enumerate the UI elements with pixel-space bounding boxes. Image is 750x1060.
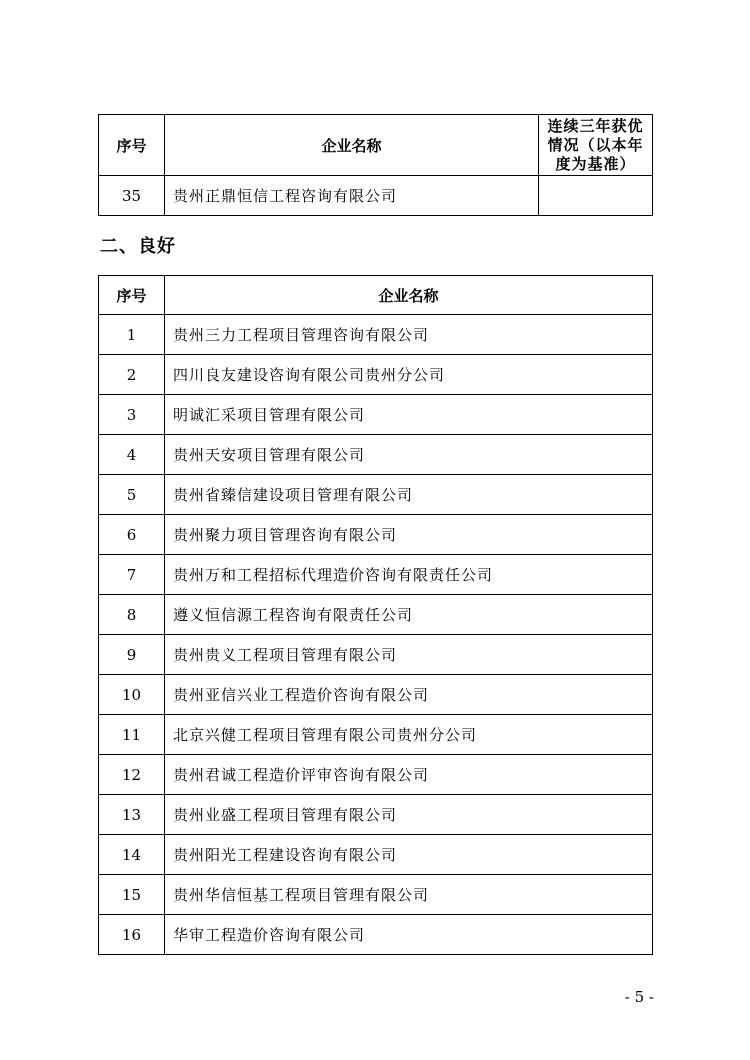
row-company-name: 明诚汇采项目管理有限公司 xyxy=(165,395,653,435)
header-company-name: 企业名称 xyxy=(165,276,653,315)
row-company-name: 贵州省臻信建设项目管理有限公司 xyxy=(165,475,653,515)
row-serial-number: 6 xyxy=(99,515,165,555)
row-company-name: 贵州聚力项目管理咨询有限公司 xyxy=(165,515,653,555)
row-company-name: 贵州天安项目管理有限公司 xyxy=(165,435,653,475)
table-row xyxy=(99,915,653,955)
row-company-name: 贵州贵义工程项目管理有限公司 xyxy=(165,635,653,675)
table-row xyxy=(99,435,653,475)
table-header-row xyxy=(99,276,653,315)
table-row xyxy=(99,555,653,595)
row-company-name: 遵义恒信源工程咨询有限责任公司 xyxy=(165,595,653,635)
row-company-name: 贵州三力工程项目管理咨询有限公司 xyxy=(165,315,653,355)
header-serial-number: 序号 xyxy=(99,115,165,176)
row-company-name: 贵州业盛工程项目管理有限公司 xyxy=(165,795,653,835)
row-company-name: 贵州阳光工程建设咨询有限公司 xyxy=(165,835,653,875)
row-consecutive-award xyxy=(539,176,653,216)
section-heading-good: 二、良好 xyxy=(100,236,176,257)
table-row xyxy=(99,755,653,795)
row-serial-number: 5 xyxy=(99,475,165,515)
table-row xyxy=(99,475,653,515)
row-serial-number: 12 xyxy=(99,755,165,795)
header-company-name: 企业名称 xyxy=(165,115,539,176)
row-serial-number: 8 xyxy=(99,595,165,635)
row-serial-number: 7 xyxy=(99,555,165,595)
row-serial-number: 15 xyxy=(99,875,165,915)
table-row xyxy=(99,715,653,755)
row-company-name: 北京兴健工程项目管理有限公司贵州分公司 xyxy=(165,715,653,755)
good-companies-table xyxy=(98,275,653,955)
good-companies-body xyxy=(99,315,653,955)
row-company-name: 四川良友建设咨询有限公司贵州分公司 xyxy=(165,355,653,395)
row-company-name: 贵州正鼎恒信工程咨询有限公司 xyxy=(165,176,539,216)
row-serial-number: 3 xyxy=(99,395,165,435)
row-company-name: 贵州君诚工程造价评审咨询有限公司 xyxy=(165,755,653,795)
row-serial-number: 1 xyxy=(99,315,165,355)
row-serial-number: 10 xyxy=(99,675,165,715)
table-row xyxy=(99,395,653,435)
row-serial-number: 4 xyxy=(99,435,165,475)
table-row xyxy=(99,835,653,875)
header-consecutive-award: 连续三年获优情况（以本年度为基准） xyxy=(539,115,653,176)
row-serial-number: 16 xyxy=(99,915,165,955)
table-row xyxy=(99,635,653,675)
row-serial-number: 2 xyxy=(99,355,165,395)
row-company-name: 贵州华信恒基工程项目管理有限公司 xyxy=(165,875,653,915)
row-company-name: 贵州万和工程招标代理造价咨询有限责任公司 xyxy=(165,555,653,595)
table-row xyxy=(99,675,653,715)
row-company-name: 贵州亚信兴业工程造价咨询有限公司 xyxy=(165,675,653,715)
table-header-row xyxy=(99,115,653,176)
row-serial-number: 35 xyxy=(99,176,165,216)
table-row xyxy=(99,355,653,395)
header-serial-number: 序号 xyxy=(99,276,165,315)
table-row xyxy=(99,795,653,835)
table-row xyxy=(99,875,653,915)
table-row xyxy=(99,515,653,555)
excellent-companies-table xyxy=(98,114,653,216)
page-number: - 5 - xyxy=(624,988,654,1006)
row-company-name: 华审工程造价咨询有限公司 xyxy=(165,915,653,955)
row-serial-number: 11 xyxy=(99,715,165,755)
table-row xyxy=(99,176,653,216)
row-serial-number: 9 xyxy=(99,635,165,675)
row-serial-number: 14 xyxy=(99,835,165,875)
row-serial-number: 13 xyxy=(99,795,165,835)
table-row xyxy=(99,595,653,635)
table-row xyxy=(99,315,653,355)
